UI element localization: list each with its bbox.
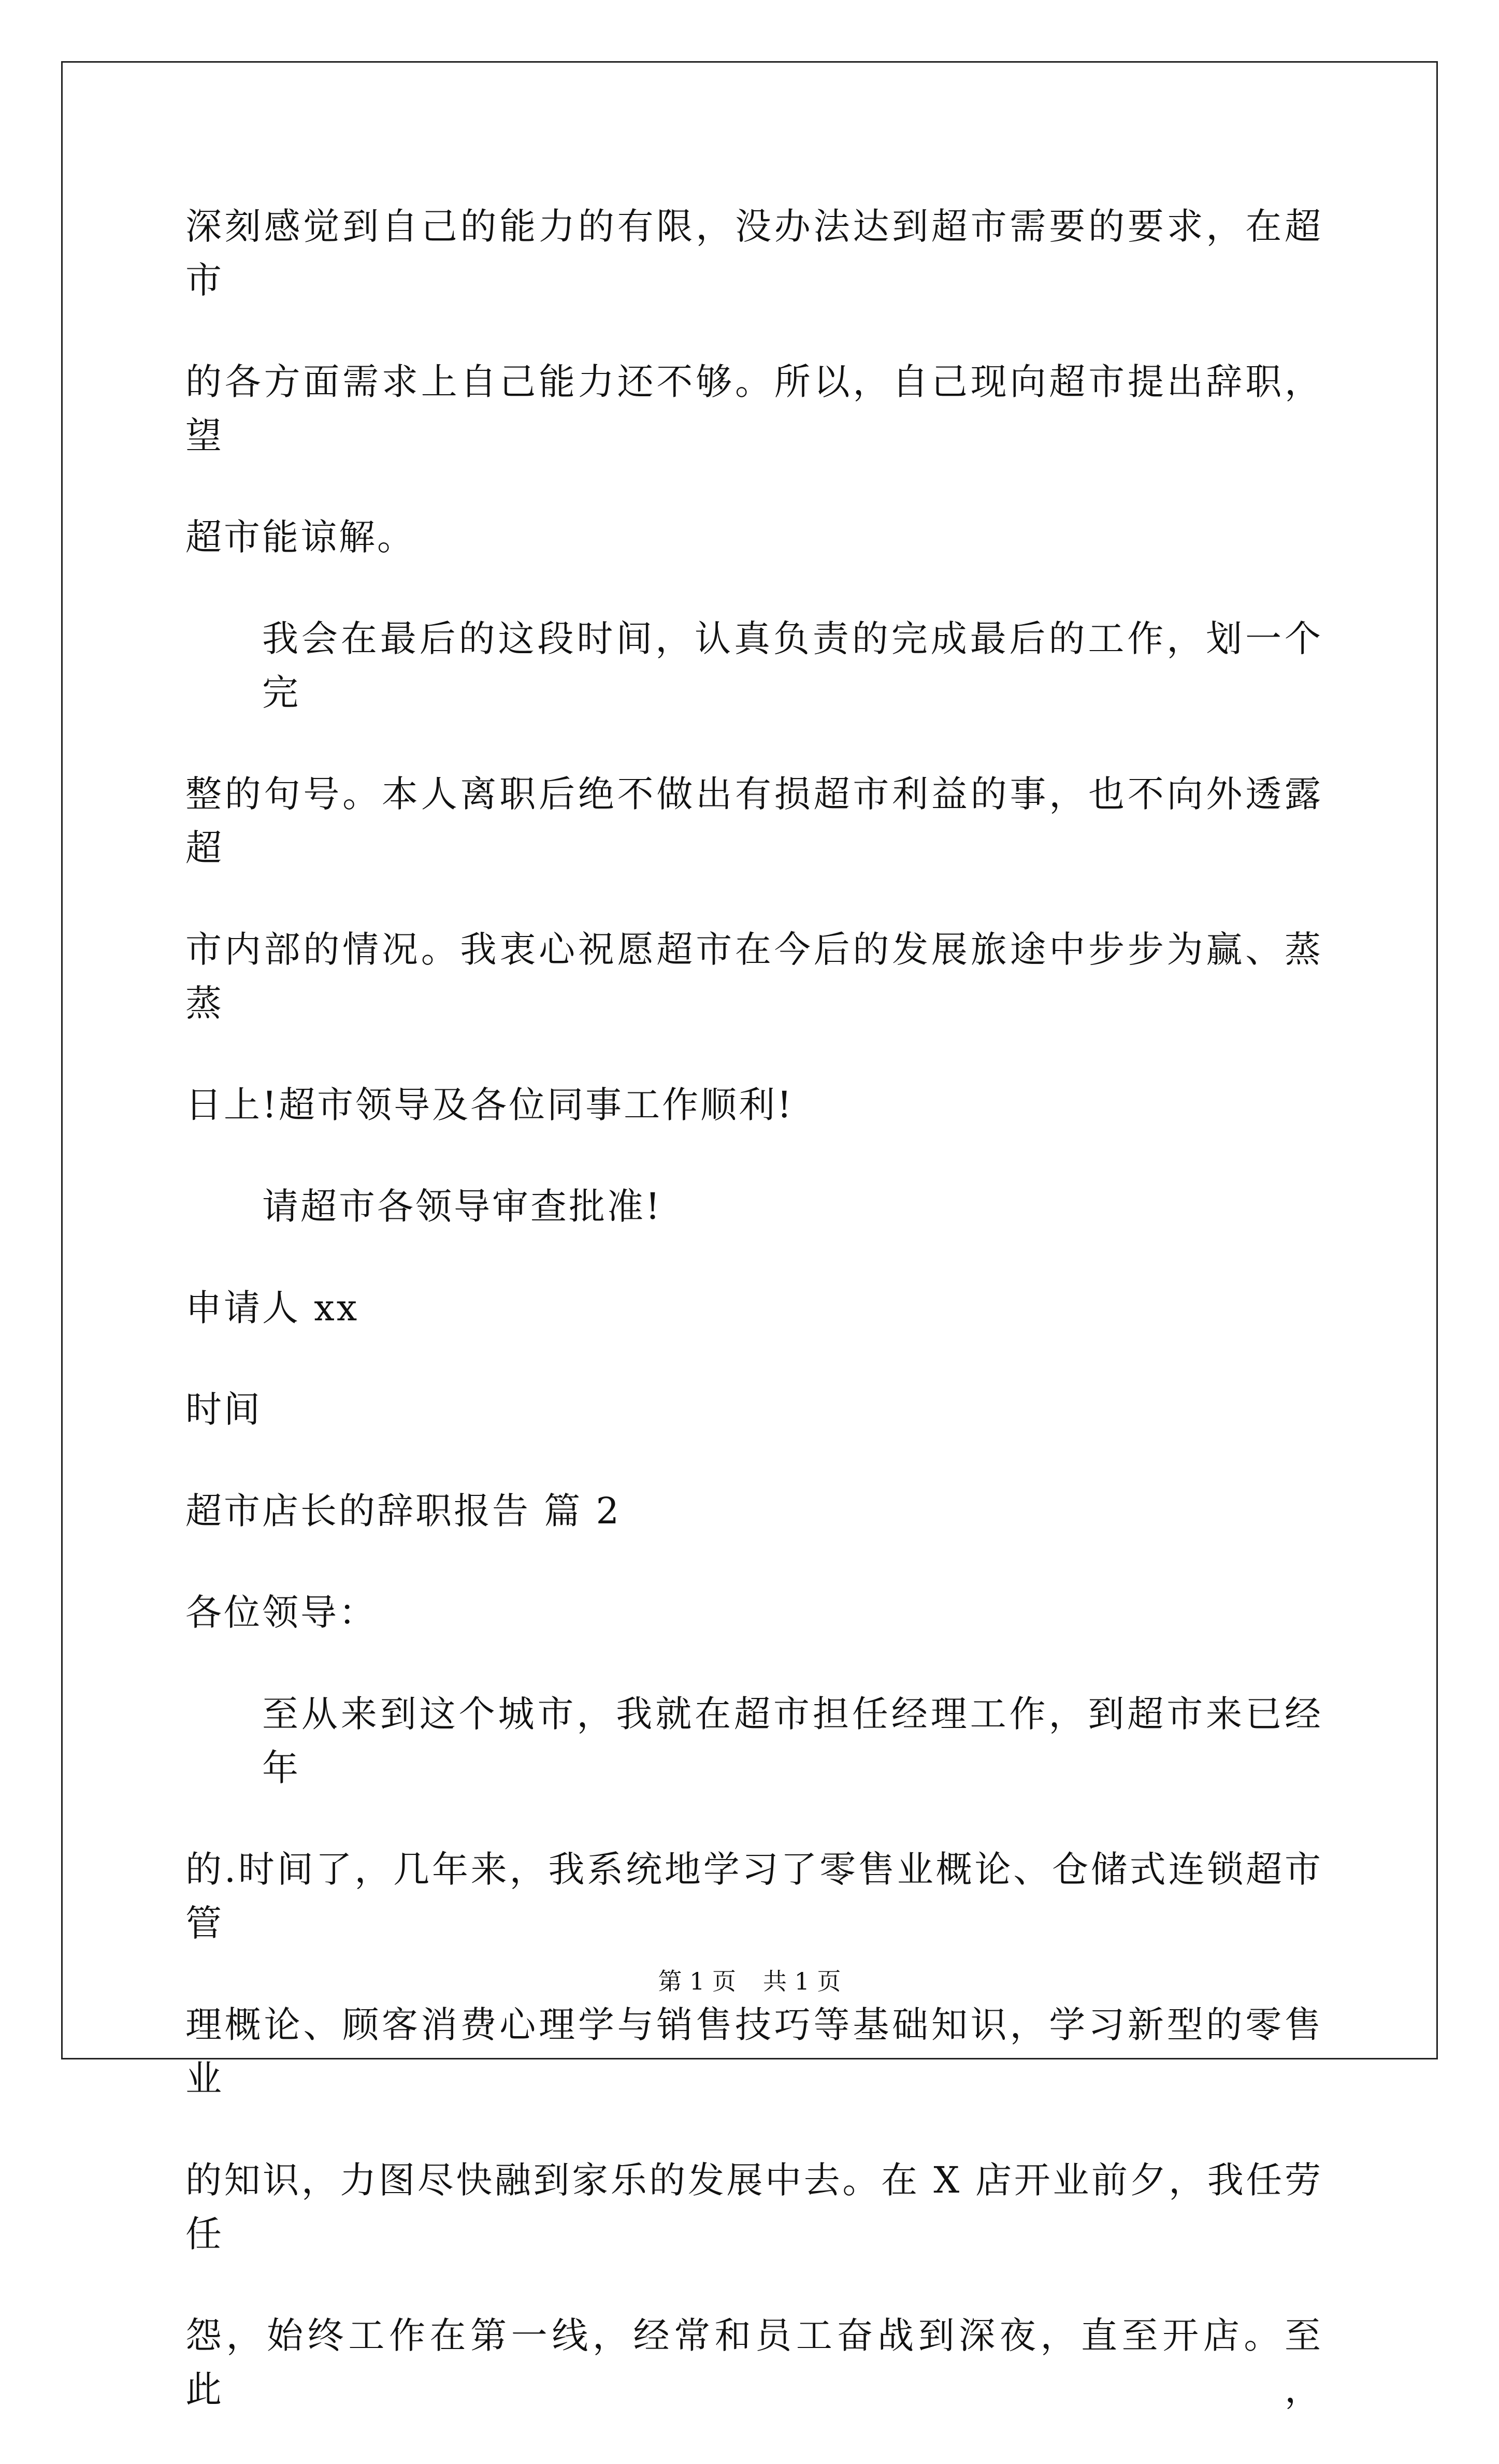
page-number: 第 1 页	[658, 1967, 736, 1995]
text-line-6: 市内部的情况。我衷心祝愿超市在今后的发展旅途中步步为赢、蒸蒸	[185, 928, 1323, 1025]
section-heading: 超市店长的辞职报告 篇 2	[185, 1490, 622, 1532]
text-line-5: 整的句号。本人离职后绝不做出有损超市利益的事，也不向外透露超	[185, 773, 1323, 869]
text-line-4: 我会在最后的这段时间，认真负责的完成最后的工作，划一个完	[262, 617, 1323, 714]
page-total: 共 1 页	[763, 1967, 841, 1995]
text-line-17: 怨，始终工作在第一线，经常和员工奋战到深夜，直至开店。至此，	[185, 2314, 1323, 2411]
text-line-1: 深刻感觉到自己的能力的有限，没办法达到超市需要的要求，在超市	[185, 205, 1323, 301]
document-body	[185, 199, 1323, 2464]
text-line-3: 超市能谅解。	[185, 516, 415, 558]
text-line-7: 日上!超市领导及各位同事工作顺利!	[185, 1084, 794, 1126]
text-line-15: 理概论、顾客消费心理学与销售技巧等基础知识，学习新型的零售业	[185, 2004, 1323, 2100]
salutation: 各位领导：	[185, 1591, 377, 1634]
time-line: 时间	[185, 1388, 262, 1431]
text-line-16: 的知识，力图尽快融到家乐的发展中去。在 X 店开业前夕，我任劳任	[185, 2159, 1323, 2255]
applicant-line: 申请人 xx	[185, 1287, 359, 1329]
text-line-13: 至从来到这个城市，我就在超市担任经理工作，到超市来已经年	[262, 1693, 1323, 1789]
page-footer	[0, 1966, 1499, 1997]
text-line-2: 的各方面需求上自己能力还不够。所以，自己现向超市提出辞职，望	[185, 361, 1323, 457]
text-line-14: 的.时间了，几年来，我系统地学习了零售业概论、仓储式连锁超市管	[185, 1848, 1323, 1944]
text-line-8: 请超市各领导审查批准!	[262, 1185, 662, 1228]
